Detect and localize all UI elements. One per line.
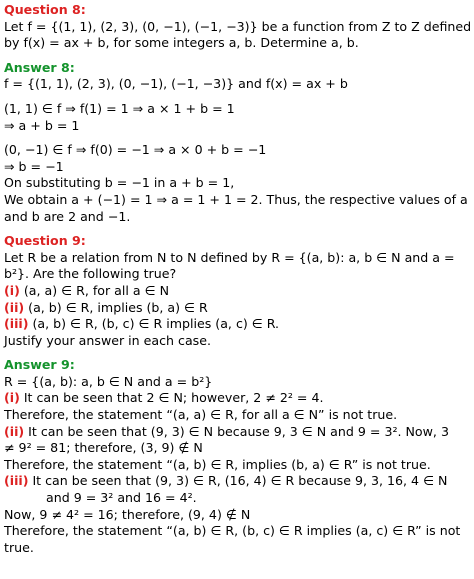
question-9-part-i — [4, 283, 470, 300]
answer-9-part-ii-conclusion: Therefore, the statement “(a, b) ∈ R, implies (b, a) ∈ R” is not true. — [4, 456, 431, 472]
question-8-text-line-2: by f(x) = ax + b, for some integers a, b. Determine a, b. — [4, 35, 359, 51]
question-9-text-line-2: b²}. Are the following true? — [4, 266, 177, 282]
part-i-label: (i) — [4, 282, 20, 298]
part-iii-label: (iii) — [4, 316, 29, 332]
part-ii-label: (ii) — [4, 299, 25, 315]
answer-8-line-1: f = {(1, 1), (2, 3), (0, −1), (−1, −3)} and f(x) = ax + b — [4, 76, 348, 92]
answer-9-part-i-conclusion: Therefore, the statement “(a, a) ∈ R, for all a ∈ N” is not true. — [4, 407, 398, 423]
question-8-heading: Question 8: — [4, 2, 86, 17]
answer-9-line-1: R = {(a, b): a, b ∈ N and a = b²} — [4, 373, 213, 389]
question-9-part-iii — [4, 316, 470, 333]
part-i-text: (a, a) ∈ R, for all a ∈ N — [19, 282, 170, 298]
answer-8-line-5: ⇒ b = −1 — [4, 158, 64, 174]
answer-8-line-7: We obtain a + (−1) = 1 ⇒ a = 1 + 1 = 2. Thus, the respective values of a — [4, 191, 468, 207]
answer-9-heading: Answer 9: — [4, 357, 75, 373]
part-iii-text: (a, b) ∈ R, (b, c) ∈ R implies (a, c) ∈ R. — [28, 316, 280, 332]
answer-part-i-text: It can be seen that 2 ∈ N; however, 2 ≠ 2² = 4. — [19, 390, 324, 406]
part-ii-text: (a, b) ∈ R, implies (b, a) ∈ R — [24, 299, 208, 315]
question-9-heading: Question 9: — [4, 233, 86, 249]
answer-9-part-iii-now: Now, 9 ≠ 4² = 16; therefore, (9, 4) ∉ N — [4, 506, 251, 522]
answer-8-line-4: (0, −1) ∈ f ⇒ f(0) = −1 ⇒ a × 0 + b = −1 — [4, 142, 267, 158]
question-8-text-line-1: Let f = {(1, 1), (2, 3), (0, −1), (−1, −3)} be a function from Z to Z defined — [4, 18, 472, 34]
answer-9-part-ii-continuation: ≠ 9² = 81; therefore, (3, 9) ∉ N — [4, 440, 203, 456]
answer-part-ii-text: It can be seen that (9, 3) ∈ N because 9, 3 ∈ N and 9 = 3². Now, 3 — [24, 423, 449, 439]
answer-8-line-6: On substituting b = −1 in a + b = 1, — [4, 175, 235, 191]
answer-8-heading: Answer 8: — [4, 59, 75, 75]
question-9-text-line-1: Let R be a relation from N to N defined by R = {(a, b): a, b ∈ N and a = — [4, 249, 455, 265]
question-9-text-line-3: Justify your answer in each case. — [4, 332, 211, 348]
answer-part-ii-label: (ii) — [4, 423, 25, 439]
answer-9-part-iii-continuation: and 9 = 3² and 16 = 4². — [46, 490, 197, 506]
answer-8-line-3: ⇒ a + b = 1 — [4, 117, 80, 133]
answer-9-part-i — [4, 390, 470, 407]
answer-9-part-ii — [4, 424, 470, 441]
answer-part-iii-label: (iii) — [4, 473, 29, 489]
answer-9-part-iii-conclusion-2: true. — [4, 539, 34, 555]
answer-part-iii-text: It can be seen that (9, 3) ∈ R, (16, 4) ∈ R because 9, 3, 16, 4 ∈ N — [28, 473, 448, 489]
answer-8-line-2: (1, 1) ∈ f ⇒ f(1) = 1 ⇒ a × 1 + b = 1 — [4, 100, 235, 116]
answer-8-line-8: and b are 2 and −1. — [4, 208, 131, 224]
answer-part-i-label: (i) — [4, 390, 20, 406]
answer-9-part-iii — [4, 473, 470, 490]
question-9-part-ii — [4, 300, 470, 317]
answer-9-part-iii-conclusion-1: Therefore, the statement “(a, b) ∈ R, (b, c) ∈ R implies (a, c) ∈ R” is not — [4, 523, 461, 539]
